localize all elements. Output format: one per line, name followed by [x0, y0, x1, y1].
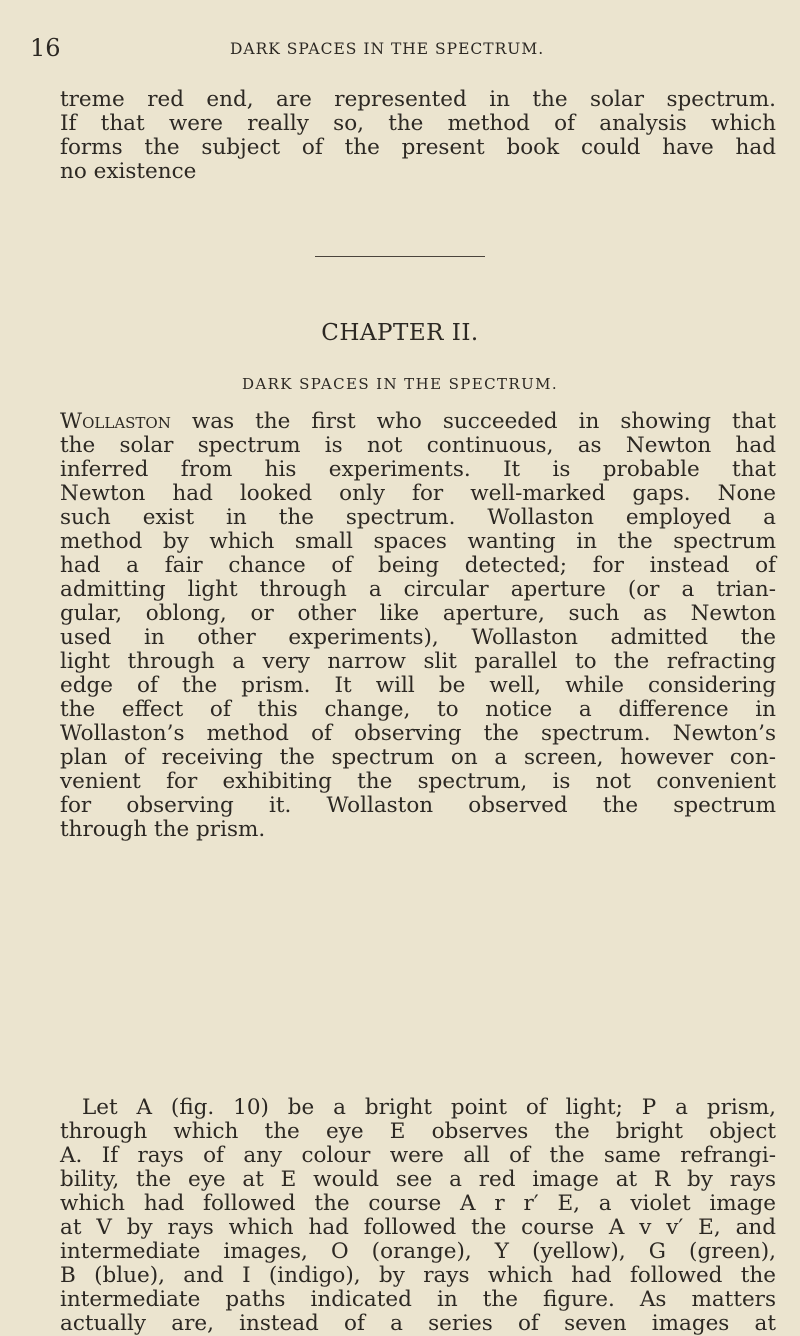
text-line: admitting light through a circular aperture (or a trian- [60, 577, 776, 602]
text-line: method by which small spaces wanting in the spectrum [60, 529, 776, 554]
text-line: through which the eye E observes the bright object [60, 1119, 776, 1144]
first-line-text: was the first who succeeded in showing that [170, 409, 776, 434]
section-divider [315, 256, 485, 257]
text-line: Let A (fig. 10) be a bright point of light; P a prism, [82, 1095, 776, 1120]
text-line: through the prism. [60, 817, 266, 842]
chapter-subtitle: DARK SPACES IN THE SPECTRUM. [241, 375, 559, 393]
text-line: intermediate paths indicated in the figure. As matters [60, 1287, 776, 1312]
text-line: the solar spectrum is not continuous, as Newton had [60, 433, 776, 458]
running-title: DARK SPACES IN THE SPECTRUM. [230, 40, 545, 58]
text-line: light through a very narrow slit parallel to the refracting [60, 649, 776, 674]
text-line: forms the subject of the present book could have had [60, 135, 776, 160]
intro-paragraph [60, 88, 776, 184]
text-line: intermediate images, O (orange), Y (yellow), G (green), [60, 1239, 776, 1264]
text-line: Wollaston’s method of observing the spectrum. Newton’s [60, 721, 776, 746]
text-line: plan of receiving the spectrum on a screen, however con- [60, 745, 776, 770]
text-line: bility, the eye at E would see a red image at R by rays [60, 1167, 776, 1192]
chapter-title: CHAPTER II. [321, 320, 479, 346]
page-header [30, 34, 770, 64]
text-line: If that were really so, the method of analysis which [60, 111, 776, 136]
text-line: Newton had looked only for well-marked gaps. None [60, 481, 776, 506]
text-line: actually are, instead of a series of seven images at [60, 1311, 776, 1336]
text-line: inferred from his experiments. It is probable that [60, 457, 776, 482]
text-line: edge of the prism. It will be well, while considering [60, 673, 776, 698]
paragraph-figure-10 [60, 1096, 776, 1336]
text-line: B (blue), and I (indigo), by rays which had followed the [60, 1263, 776, 1288]
text-line: venient for exhibiting the spectrum, is not convenient [60, 769, 776, 794]
text-line: gular, oblong, or other like aperture, such as Newton [60, 601, 776, 626]
paragraph-wollaston [60, 410, 776, 842]
text-line [60, 410, 776, 434]
page-number: 16 [30, 34, 61, 62]
text-line: A. If rays of any colour were all of the same refrangi- [60, 1143, 776, 1168]
text-line: for observing it. Wollaston observed the spectrum [60, 793, 776, 818]
text-line: such exist in the spectrum. Wollaston employed a [60, 505, 776, 530]
lead-word: Wollaston [60, 409, 171, 434]
text-line: the effect of this change, to notice a difference in [60, 697, 776, 722]
text-line: no existence [60, 159, 197, 184]
text-line: at V by rays which had followed the course A v v′ E, and [60, 1215, 776, 1240]
text-line: which had followed the course A r r′ E, a violet image [60, 1191, 776, 1216]
text-line: used in other experiments), Wollaston admitted the [60, 625, 776, 650]
text-line: treme red end, are represented in the solar spectrum. [60, 87, 776, 112]
text-line: had a fair chance of being detected; for instead of [60, 553, 776, 578]
